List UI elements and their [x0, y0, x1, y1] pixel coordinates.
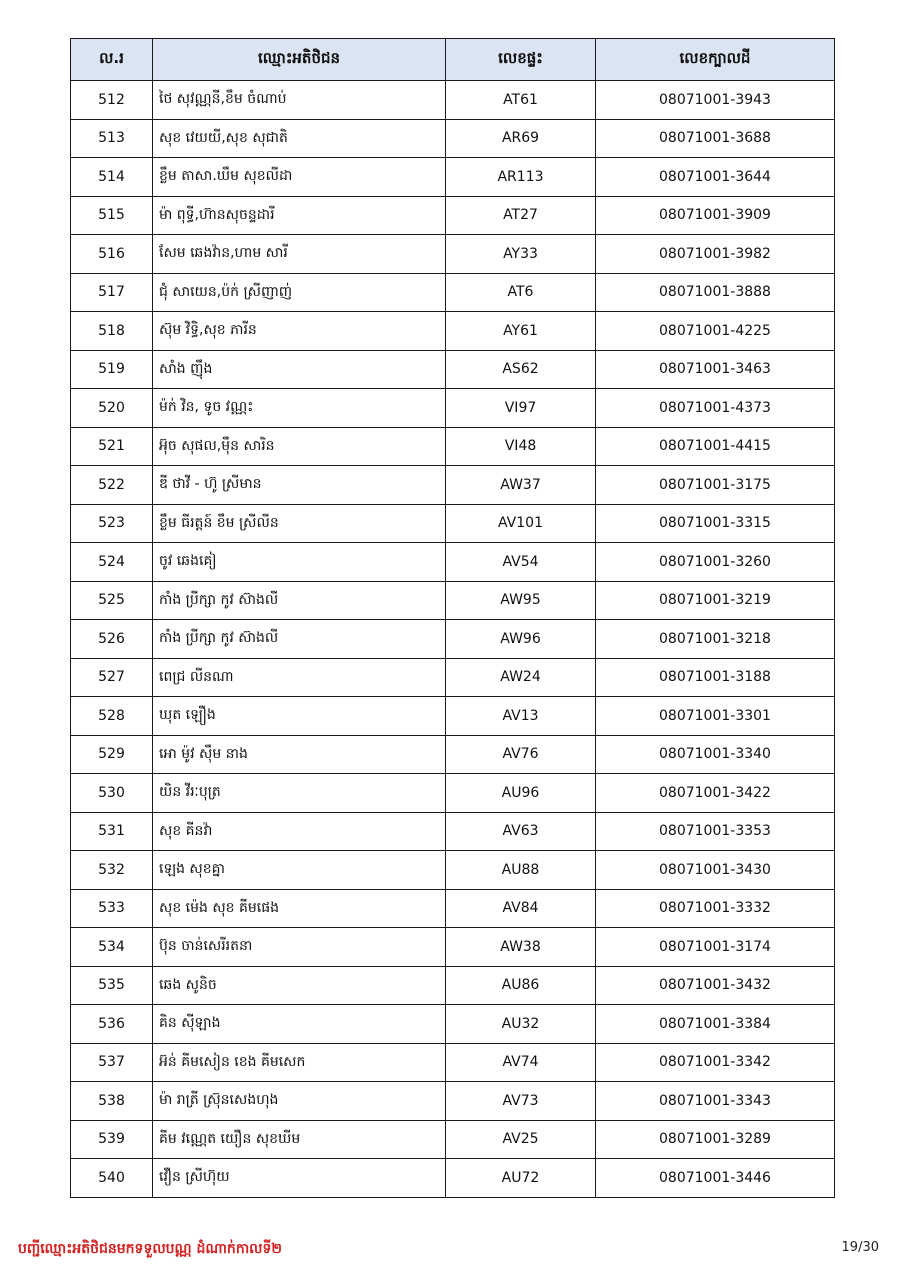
table-row: [71, 966, 835, 1005]
table-row: [71, 350, 835, 389]
house-number: AW95: [446, 581, 596, 620]
row-number: 534: [71, 928, 153, 967]
customer-name: អ៊ុច សុផល,ម៉ឹន សារិន: [153, 427, 446, 466]
row-number: 520: [71, 389, 153, 428]
header-land-parcel-number: លេខក្បាលដី: [596, 39, 835, 81]
row-number: 522: [71, 466, 153, 505]
house-number: AT6: [446, 273, 596, 312]
customer-name: ឌី ថាវី - ហ៊ូ ស្រីមាន: [153, 466, 446, 505]
table-row: [71, 235, 835, 274]
land-parcel-number: 08071001-3340: [596, 735, 835, 774]
customer-name: ខ្លឹម តាសា.ឃឹម សុខលីដា: [153, 158, 446, 197]
land-parcel-number: 08071001-3219: [596, 581, 835, 620]
land-parcel-number: 08071001-3353: [596, 812, 835, 851]
house-number: AY33: [446, 235, 596, 274]
customer-name: ថៃ សុវណ្ណនី,ខឹម ចំណាប់: [153, 81, 446, 120]
table-row: [71, 735, 835, 774]
house-number: AW37: [446, 466, 596, 505]
customer-name: ពេជ្រ លីនណា: [153, 658, 446, 697]
table-row: [71, 389, 835, 428]
customer-name: ខ្លឹម ធីរត្តន៍ ខឹម ស្រីលីន: [153, 504, 446, 543]
header-customer-name: ឈ្មោះអតិថិជន: [153, 39, 446, 81]
land-parcel-number: 08071001-3888: [596, 273, 835, 312]
table-row: [71, 427, 835, 466]
row-number: 532: [71, 851, 153, 890]
table-row: [71, 1005, 835, 1044]
land-parcel-number: 08071001-4373: [596, 389, 835, 428]
house-number: VI48: [446, 427, 596, 466]
table-row: [71, 889, 835, 928]
row-number: 528: [71, 697, 153, 736]
table-row: [71, 851, 835, 890]
customer-name: វឿន ស្រីហ៊ុយ: [153, 1159, 446, 1198]
customer-name: ស៊ុម វិទ្ធិ,សុខ ភារីន: [153, 312, 446, 351]
table-row: [71, 158, 835, 197]
row-number: 514: [71, 158, 153, 197]
table-row: [71, 1120, 835, 1159]
land-parcel-number: 08071001-3446: [596, 1159, 835, 1198]
row-number: 537: [71, 1043, 153, 1082]
row-number: 526: [71, 620, 153, 659]
house-number: AU96: [446, 774, 596, 813]
land-parcel-number: 08071001-4415: [596, 427, 835, 466]
table-header-row: [71, 39, 835, 81]
table-row: [71, 196, 835, 235]
land-parcel-number: 08071001-3909: [596, 196, 835, 235]
house-number: AV54: [446, 543, 596, 582]
table-row: [71, 543, 835, 582]
row-number: 512: [71, 81, 153, 120]
house-number: AW96: [446, 620, 596, 659]
house-number: AV74: [446, 1043, 596, 1082]
customer-name: សុខ គីនវ៉ា: [153, 812, 446, 851]
land-parcel-number: 08071001-3422: [596, 774, 835, 813]
row-number: 519: [71, 350, 153, 389]
table-row: [71, 774, 835, 813]
customer-name: ឃុត ឡឿង: [153, 697, 446, 736]
row-number: 527: [71, 658, 153, 697]
house-number: AU86: [446, 966, 596, 1005]
land-parcel-number: 08071001-3342: [596, 1043, 835, 1082]
house-number: VI97: [446, 389, 596, 428]
row-number: 533: [71, 889, 153, 928]
row-number: 525: [71, 581, 153, 620]
land-parcel-number: 08071001-3644: [596, 158, 835, 197]
table-row: [71, 119, 835, 158]
house-number: AV13: [446, 697, 596, 736]
row-number: 517: [71, 273, 153, 312]
house-number: AW24: [446, 658, 596, 697]
customer-name: សុខ ម៉េង សុខ គីមផេង: [153, 889, 446, 928]
house-number: AV63: [446, 812, 596, 851]
table-row: [71, 928, 835, 967]
customer-name: ប៊ុន ចាន់សេរីរតនា: [153, 928, 446, 967]
row-number: 516: [71, 235, 153, 274]
house-number: AU88: [446, 851, 596, 890]
header-house-number: លេខផ្ទះ: [446, 39, 596, 81]
land-parcel-number: 08071001-4225: [596, 312, 835, 351]
customer-name: កាំង ប្រីក្សា កូវ ស៊ាងលី: [153, 620, 446, 659]
table-row: [71, 1082, 835, 1121]
house-number: AW38: [446, 928, 596, 967]
land-parcel-number: 08071001-3982: [596, 235, 835, 274]
table-row: [71, 658, 835, 697]
customer-table: [70, 38, 835, 1198]
land-parcel-number: 08071001-3943: [596, 81, 835, 120]
row-number: 540: [71, 1159, 153, 1198]
customer-name: ម៉ា រាត្រី ស៊្រុនសេងហុង: [153, 1082, 446, 1121]
land-parcel-number: 08071001-3688: [596, 119, 835, 158]
customer-name: សុខ វេយយី,សុខ សុជាតិ: [153, 119, 446, 158]
row-number: 518: [71, 312, 153, 351]
table-row: [71, 697, 835, 736]
row-number: 515: [71, 196, 153, 235]
land-parcel-number: 08071001-3332: [596, 889, 835, 928]
customer-name: យិន វីរៈបុត្រ: [153, 774, 446, 813]
customer-name: ជុំ សាយេន,ប៉ក់ ស្រីញាញ់: [153, 273, 446, 312]
customer-name: ឆេង សូនិច: [153, 966, 446, 1005]
land-parcel-number: 08071001-3315: [596, 504, 835, 543]
house-number: AS62: [446, 350, 596, 389]
table-row: [71, 1159, 835, 1198]
customer-name: អោ ម៉ូវ ស៊ឹម នាង: [153, 735, 446, 774]
table-row: [71, 81, 835, 120]
row-number: 531: [71, 812, 153, 851]
header-number: ល.រ: [71, 39, 153, 81]
row-number: 529: [71, 735, 153, 774]
table-row: [71, 312, 835, 351]
row-number: 535: [71, 966, 153, 1005]
house-number: AT61: [446, 81, 596, 120]
house-number: AU72: [446, 1159, 596, 1198]
page-number: 19/30: [841, 1240, 879, 1255]
land-parcel-number: 08071001-3174: [596, 928, 835, 967]
customer-name: សែម ឆេងវ៉ាន,ហាម សារី: [153, 235, 446, 274]
table-row: [71, 504, 835, 543]
land-parcel-number: 08071001-3432: [596, 966, 835, 1005]
row-number: 513: [71, 119, 153, 158]
row-number: 539: [71, 1120, 153, 1159]
house-number: AR69: [446, 119, 596, 158]
house-number: AV84: [446, 889, 596, 928]
table-row: [71, 812, 835, 851]
customer-name: ចូវ ឆេងគៀ: [153, 543, 446, 582]
customer-name: ម៉ក់ វិន, ទូច វណ្ណះ: [153, 389, 446, 428]
customer-name: កាំង ប្រីក្សា កូវ ស៊ាងលី: [153, 581, 446, 620]
table-row: [71, 1043, 835, 1082]
land-parcel-number: 08071001-3175: [596, 466, 835, 505]
house-number: AV25: [446, 1120, 596, 1159]
row-number: 536: [71, 1005, 153, 1044]
table-body: [71, 81, 835, 1198]
table-row: [71, 273, 835, 312]
row-number: 530: [71, 774, 153, 813]
house-number: AT27: [446, 196, 596, 235]
house-number: AR113: [446, 158, 596, 197]
land-parcel-number: 08071001-3218: [596, 620, 835, 659]
house-number: AV101: [446, 504, 596, 543]
customer-name: ម៉ា ពុទ្ធី,ហ៊ានសុចន្ទដារី: [153, 196, 446, 235]
land-parcel-number: 08071001-3188: [596, 658, 835, 697]
house-number: AU32: [446, 1005, 596, 1044]
house-number: AV73: [446, 1082, 596, 1121]
land-parcel-number: 08071001-3343: [596, 1082, 835, 1121]
row-number: 521: [71, 427, 153, 466]
table-row: [71, 620, 835, 659]
land-parcel-number: 08071001-3260: [596, 543, 835, 582]
customer-name: ឡេង សុខគ្នា: [153, 851, 446, 890]
customer-name: គីម វណ្ណេត យឿន សុខឃីម: [153, 1120, 446, 1159]
footer-title: បញ្ជីឈ្មោះអតិថិជនមកទទួលបណ្ណ ដំណាក់កាលទី២: [18, 1241, 282, 1257]
row-number: 524: [71, 543, 153, 582]
land-parcel-number: 08071001-3463: [596, 350, 835, 389]
land-parcel-number: 08071001-3384: [596, 1005, 835, 1044]
table-row: [71, 466, 835, 505]
row-number: 538: [71, 1082, 153, 1121]
house-number: AV76: [446, 735, 596, 774]
land-parcel-number: 08071001-3289: [596, 1120, 835, 1159]
customer-name: សាំង ញ៉ឹង: [153, 350, 446, 389]
row-number: 523: [71, 504, 153, 543]
customer-name: អ៊ន់ គីមសៀន ខេង គីមសេក: [153, 1043, 446, 1082]
house-number: AY61: [446, 312, 596, 351]
table-row: [71, 581, 835, 620]
land-parcel-number: 08071001-3430: [596, 851, 835, 890]
land-parcel-number: 08071001-3301: [596, 697, 835, 736]
customer-name: គិន ស៊ីឡាង: [153, 1005, 446, 1044]
